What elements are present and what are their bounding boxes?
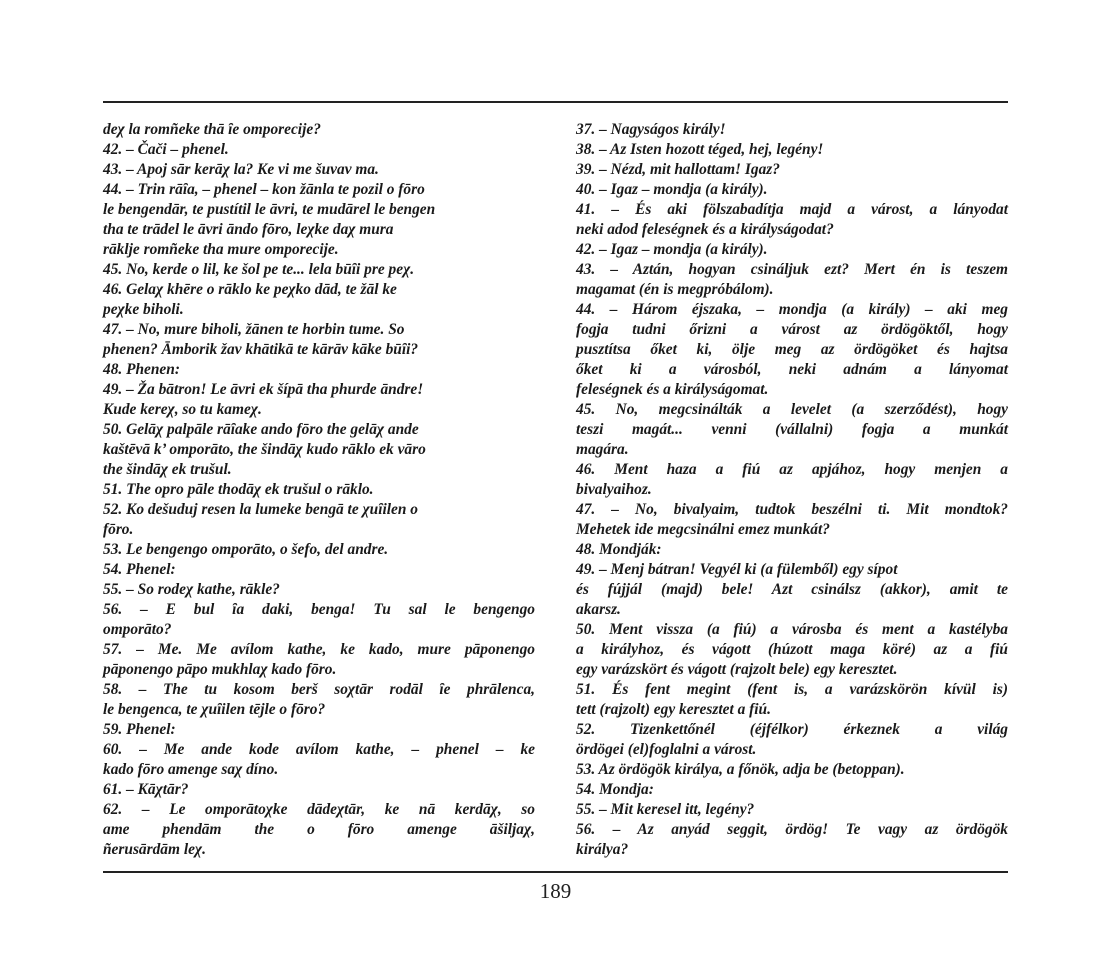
left-column-line: 56. – E bul ȋa daki, benga! Tu sal le bengengo [103,601,535,618]
left-column-line: 44. – Trin rāȋa, – phenel – kon žānla te pozil o fōro [103,181,425,198]
left-column-line: fōro. [103,521,134,538]
right-column-line: 52. Tizenkettőnél (éjfélkor) érkeznek a világ [576,721,1008,738]
left-column-line: kaštēvā k’ omporāto, the šindāχ kudo rāklo ek vāro [103,441,426,458]
right-column-line: magamat (én is megpróbálom). [576,281,774,298]
right-column-line: 44. – Három éjszaka, – mondja (a király) – aki meg [576,301,1008,318]
left-column-line: ame phendām the o fōro amenge āšiljaχ, [103,821,535,838]
left-column-line: 59. Phenel: [103,721,176,738]
right-column-line: feleségnek és a királyságomat. [576,381,769,398]
left-column-line: 48. Phenen: [103,361,180,378]
page-number: 189 [539,879,572,903]
left-column-line: rāklje romñeke tha mure omporecije. [103,241,339,258]
right-column-line: 53. Az ördögök királya, a főnök, adja be (betoppan). [576,761,905,778]
left-column-line: pāponengo pāpo mukhlaχ kado fōro. [103,661,337,678]
left-column-line: 60. – Me ande kode avílom kathe, – phenel – ke [103,741,535,758]
right-column-line: 55. – Mit keresel itt, legény? [576,801,755,818]
left-column-line: 51. The opro pāle thodāχ ek trušul o rāklo. [103,481,374,498]
right-column-line: 42. – Igaz – mondja (a király). [576,241,768,258]
right-column-line: 56. – Az anyád seggit, ördög! Te vagy az ördögök [576,821,1008,838]
left-column-line: 61. – Kāχtār? [103,781,189,798]
left-column-line: 54. Phenel: [103,561,176,578]
left-column-line: 50. Gelāχ palpāle rāȋake ando fōro the gelāχ ande [103,421,419,438]
right-column-line: neki adod feleségnek és a királyságodat? [576,221,834,238]
right-column-line: Mehetek ide megcsinálni emez munkát? [576,521,830,538]
right-column-line: teszi magát... venni (vállalni) fogja a munkát [576,421,1008,438]
right-column-line: 48. Mondják: [576,541,662,558]
left-column-romani-text [103,120,535,860]
left-column-line: 46. Gelaχ khēre o rāklo ke peχko dād, te žāl ke [103,281,397,298]
right-column-line: egy varázskört és vágott (rajzolt bele) egy keresztet. [576,661,898,678]
right-column-line: 51. És fent megint (fent is, a varázskörön kívül is) [576,681,1008,698]
right-column-line: 43. – Aztán, hogyan csináljuk ezt? Mert én is teszem [576,261,1008,278]
right-column-line: 49. – Menj bátran! Vegyél ki (a fülemből) egy sípot [576,561,898,578]
right-column-line: 39. – Nézd, mit hallottam! Igaz? [576,161,780,178]
left-column-line: 62. – Le omporātoχke dādeχtār, ke nā kerdāχ, so [103,801,535,818]
left-column-line: 47. – No, mure biholi, žānen te horbin tume. So [103,321,405,338]
left-column-line: 58. – The tu kosom berš soχtār rodāl ȋe phrālenca, [103,681,535,698]
right-column-line: őket ki a városból, neki adnám a lányomat [576,361,1008,378]
right-column-line: 40. – Igaz – mondja (a király). [576,181,768,198]
left-column-line: le bengendār, te pustítil le āvri, te mudārel le bengen [103,201,436,218]
right-column-hungarian-text [576,120,1008,860]
left-column-line: phenen? Āmborik žav khātikā te kārāv kāke būȋi? [103,341,419,358]
left-column-line: 53. Le bengengo omporāto, o šefo, del andre. [103,541,389,558]
left-column-line: ñerusārdām leχ. [103,841,206,858]
right-column-line: bivalyaihoz. [576,481,652,498]
right-column-line: akarsz. [576,601,621,618]
right-column-line: 50. Ment vissza (a fiú) a városba és ment a kastélyba [576,621,1008,638]
left-column-line: 42. – Čači – phenel. [103,141,229,158]
right-column-line: 47. – No, bivalyaim, tudtok beszélni ti. Mit mondtok? [576,501,1008,518]
right-column-line: 54. Mondja: [576,781,654,798]
right-column-line: fogja tudni őrizni a várost az ördögöktől, hogy [576,321,1008,338]
left-column-line: 45. No, kerde o lil, ke šol pe te... lela būȋi pre peχ. [103,261,415,278]
left-column-line: peχke biholi. [103,301,184,318]
bottom-rule [103,871,1008,873]
left-column-line: omporāto? [103,621,172,638]
left-column-line: deχ la romñeke thā ȋe omporecije? [103,121,321,138]
right-column-line: pusztítsa őket ki, ölje meg az ördögöket és hajtsa [576,341,1008,358]
top-rule [103,101,1008,103]
left-column-line: kado fōro amenge saχ díno. [103,761,279,778]
right-column-line: 38. – Az Isten hozott téged, hej, legény! [576,141,824,158]
right-column-line: tett (rajzolt) egy keresztet a fiú. [576,701,771,718]
right-column-line: és fújjál (majd) bele! Azt csinálsz (akkor), amit te [576,581,1008,598]
left-column-line: the šindāχ ek trušul. [103,461,232,478]
right-column-line: 41. – És aki fölszabadítja majd a várost, a lányodat [576,201,1008,218]
right-column-line: 46. Ment haza a fiú az apjához, hogy menjen a [576,461,1008,478]
right-column-line: 37. – Nagyságos király! [576,121,726,138]
left-column-line: tha te trādel le āvri āndo fōro, leχke daχ mura [103,221,394,238]
right-column-line: a királyhoz, és vágott (húzott maga köré) az a fiú [576,641,1008,658]
left-column-line: 52. Ko dešuduj resen la lumeke bengā te χuȋilen o [103,501,418,518]
left-column-line: Kude kereχ, so tu kameχ. [103,401,262,418]
right-column-line: 45. No, megcsinálták a levelet (a szerződést), hogy [576,401,1008,418]
right-column-line: királya? [576,841,629,858]
left-column-line: 57. – Me. Me avílom kathe, ke kado, mure pāponengo [103,641,535,658]
left-column-line: 49. – Ža bātron! Le āvri ek šípā tha phurde āndre! [103,381,424,398]
left-column-line: 43. – Apoj sār kerāχ la? Ke vi me šuvav ma. [103,161,379,178]
left-column-line: 55. – So rodeχ kathe, rākle? [103,581,280,598]
right-column-line: ördögei (el)foglalni a várost. [576,741,757,758]
left-column-line: le bengenca, te χuȋilen tējle o fōro? [103,701,326,718]
right-column-line: magára. [576,441,629,458]
